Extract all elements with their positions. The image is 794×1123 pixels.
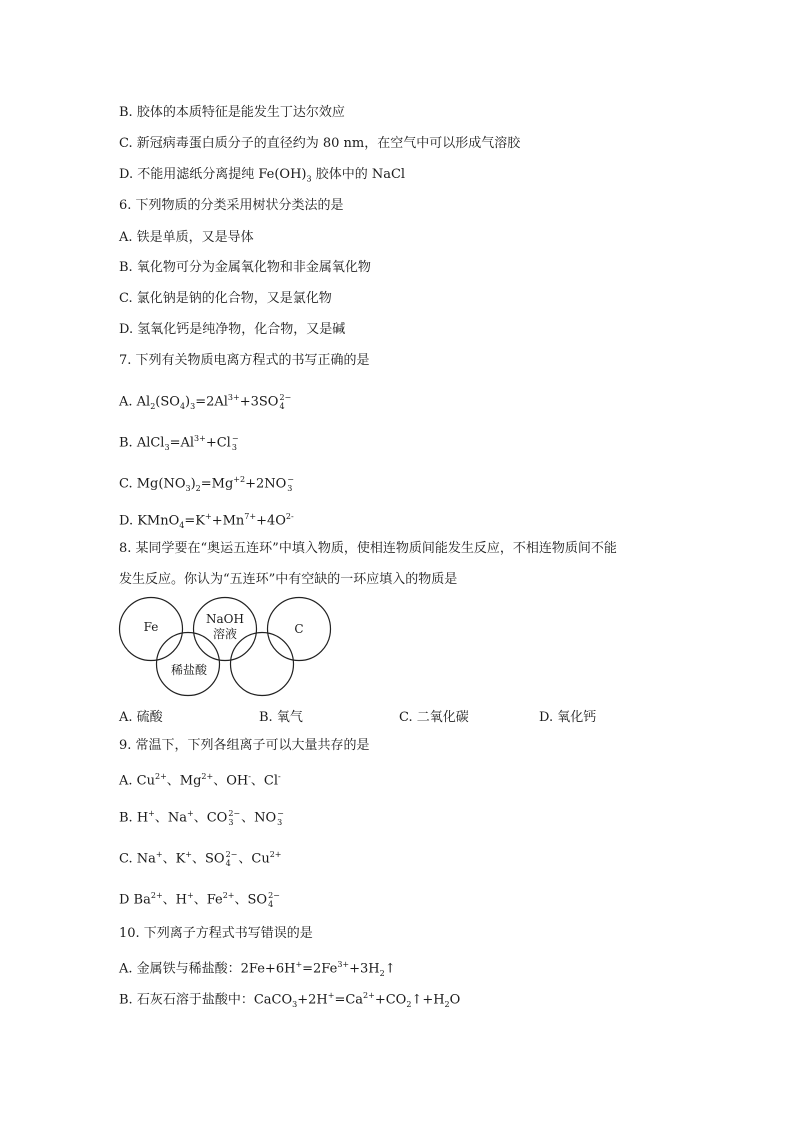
q9-option-a: A. $Cu^{2+}$、$Mg^{2+}$、OH-、Cl- [119,772,281,789]
q9-option-d: D $Ba^{2+}$、H+、$Fe^{2+}$、SO 2− 4 [119,890,280,909]
q8-option-b: B. 氧气 [259,710,303,725]
q8-options [119,706,679,725]
q8-option-a: A. 硫酸 [119,710,163,725]
q7-option-d: D. $KMnO_4=K^++Mn^{7+}+4O^{2-}$ [119,512,294,530]
q6-option-a: A. 铁是单质，又是导体 [119,230,254,245]
q5-option-d: D. 不能用滤纸分离提纯 $Fe(OH)_3$ 胶体中的 NaCl [119,167,406,184]
q6-option-b: B. 氧化物可分为金属氧化物和非金属氧化物 [119,260,371,275]
q7-option-c: C. $Mg(NO_3)_2=Mg^{+2}+2NO$ − 3 [119,474,294,493]
q8-option-c: C. 二氧化碳 [399,710,469,725]
q7-option-a: A. $Al_2(SO_4)_3=2Al^{3+}+3SO$ 2− 4 [119,392,292,411]
q10-option-b: B. 石灰石溶于盐酸中：$CaCO_3+2H^+=Ca^{2+}+CO_2↑+H_2O$ [119,991,461,1009]
five-rings-diagram [114,596,336,700]
q10-stem: 10. 下列离子方程式书写错误的是 [119,926,313,941]
ring-label-naoh: NaOH [206,612,244,626]
ring-label-solution: 溶液 [212,627,237,641]
q8-stem-line1: 8. 某同学要在“奥运五连环”中填入物质，使相连物质间能发生反应，不相连物质间不能 [119,541,617,556]
q5-option-c: C. 新冠病毒蛋白质分子的直径约为 80 nm，在空气中可以形成气溶胶 [119,136,521,151]
ring-label-hcl: 稀盐酸 [170,663,207,677]
q6-stem: 6. 下列物质的分类采用树状分类法的是 [119,198,344,213]
q10-option-a: A. 金属铁与稀盐酸：$2Fe+6H^+=2Fe^{3+}+3H_2↑$ [119,960,396,978]
q9-option-c: C. Na+、K+、SO 2− 4 、$Cu^{2+}$ [119,849,282,868]
q7-stem: 7. 下列有关物质电离方程式的书写正确的是 [119,353,370,368]
ring-label-c: C [294,622,304,636]
ring-label-fe: Fe [143,620,159,634]
q9-stem: 9. 常温下，下列各组离子可以大量共存的是 [119,738,370,753]
q7-option-b: B. $AlCl_3=Al^{3+}+Cl$ − 3 [119,433,239,452]
ring-blank [231,633,294,696]
q6-option-c: C. 氯化钠是钠的化合物，又是氯化物 [119,291,332,306]
q5-option-b: B. 胶体的本质特征是能发生丁达尔效应 [119,105,345,120]
q9-option-b: B. H+、Na+、CO 2− 3 、NO − 3 [119,808,284,827]
q8-stem-line2: 发生反应。你认为“五连环”中有空缺的一环应填入的物质是 [119,572,458,587]
q6-option-d: D. 氢氧化钙是纯净物，化合物，又是碱 [119,322,346,337]
q8-option-d: D. 氧化钙 [539,710,597,725]
